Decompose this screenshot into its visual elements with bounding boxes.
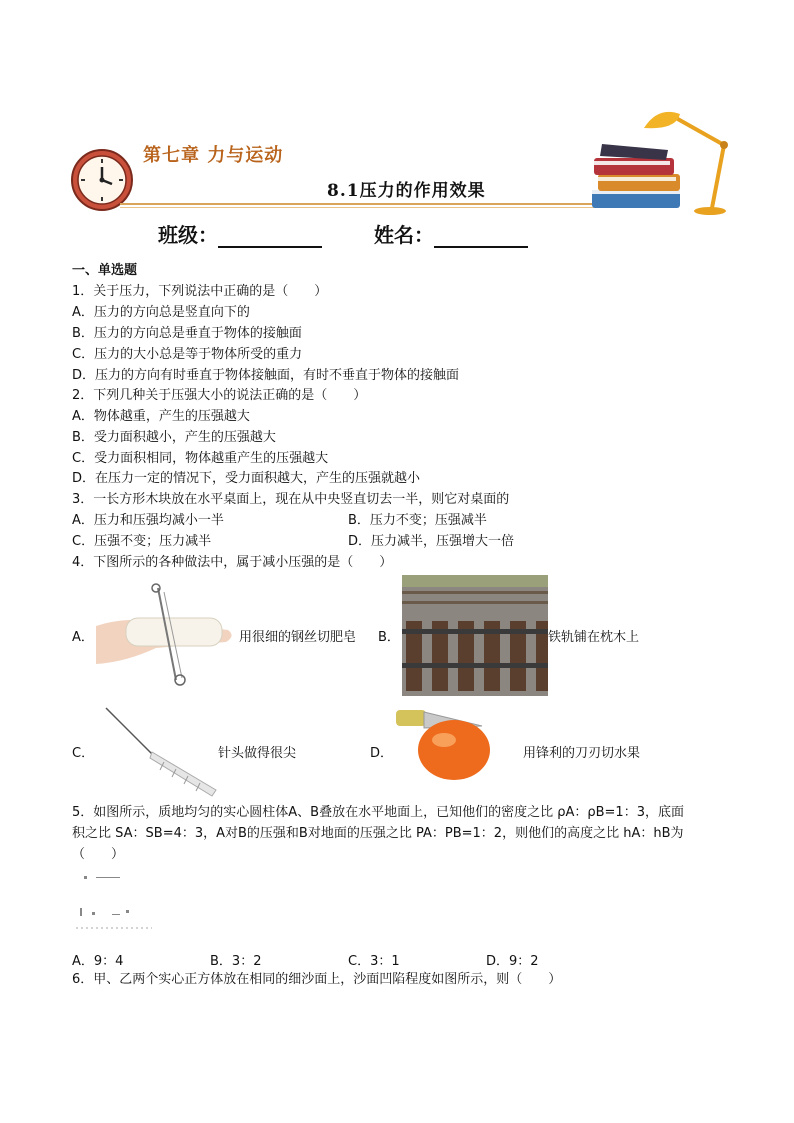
q4-option-d-letter[interactable]: D． (370, 746, 394, 761)
q5-line3: （ ） (72, 847, 125, 862)
needle-image (100, 704, 220, 804)
q6-stem: 6．甲、乙两个实心正方体放在相同的细沙面上，沙面凹陷程度如图所示，则（ ） (72, 972, 562, 987)
q5-option-b[interactable]: B．3：2 (210, 954, 262, 969)
header-rule-thin (120, 207, 600, 208)
q2-option-b[interactable]: B．受力面积越小，产生的压强越大 (72, 430, 276, 445)
q5-line2: 积之比 SA：SB=4：3，A对B的压强和B对地面的压强之比 PA：PB=1：2，则他们的高度之比 hA：hB为 (72, 826, 684, 841)
q1-option-b[interactable]: B．压力的方向总是垂直于物体的接触面 (72, 326, 302, 341)
railway-sleepers-image (402, 575, 548, 696)
q2-option-a[interactable]: A．物体越重，产生的压强越大 (72, 409, 250, 424)
q3-option-d[interactable]: D．压力减半，压强增大一倍 (348, 534, 515, 549)
name-blank[interactable] (434, 226, 528, 248)
q4-option-c-text: 针头做得很尖 (218, 746, 297, 761)
soap-wire-image (96, 582, 238, 688)
q2-option-d[interactable]: D．在压力一定的情况下，受力面积越大，产生的压强就越小 (72, 471, 421, 486)
lesson-title: 8.1压力的作用效果 (327, 181, 486, 201)
name-field[interactable] (374, 219, 528, 248)
q3-option-a[interactable]: A．压力和压强均减小一半 (72, 513, 224, 528)
q1-stem: 1．关于压力，下列说法中正确的是（ ） (72, 284, 328, 299)
class-blank[interactable] (218, 226, 322, 248)
q3-option-b[interactable]: B．压力不变；压强减半 (348, 513, 487, 528)
class-label: 班级： (158, 223, 218, 247)
chapter-title: 第七章 力与运动 (143, 145, 284, 166)
q2-stem: 2．下列几种关于压强大小的说法正确的是（ ） (72, 388, 367, 403)
q1-option-d[interactable]: D．压力的方向有时垂直于物体接触面，有时不垂直于物体的接触面 (72, 368, 460, 383)
q5-options (72, 950, 592, 970)
q3-stem: 3．一长方形木块放在水平桌面上，现在从中央竖直切去一半，则它对桌面的 (72, 492, 510, 507)
books-lamp-illustration (588, 100, 738, 218)
q4-option-a-text: 用很细的钢丝切肥皂 (239, 630, 357, 645)
q1-option-c[interactable]: C．压力的大小总是等于物体所受的重力 (72, 347, 303, 362)
header-rule (120, 203, 600, 205)
q5-option-d[interactable]: D．9：2 (486, 954, 539, 969)
q4-option-c-letter[interactable]: C． (72, 746, 95, 761)
q5-line1: 5．如图所示，质地均匀的实心圆柱体A、B叠放在水平地面上，已知他们的密度之比 ρA：ρB=1：3，底面 (72, 805, 684, 820)
cylinders-figure (76, 870, 156, 936)
section-heading: 一、单选题 (72, 263, 138, 278)
q4-stem: 4．下图所示的各种做法中，属于减小压强的是（ ） (72, 555, 393, 570)
q2-option-c[interactable]: C．受力面积相同，物体越重产生的压强越大 (72, 451, 329, 466)
knife-fruit-image (396, 706, 522, 784)
q1-option-a[interactable]: A．压力的方向总是竖直向下的 (72, 305, 250, 320)
q4-option-b-letter[interactable]: B． (378, 630, 400, 645)
q4-option-d-text: 用锋利的刀刃切水果 (523, 746, 641, 761)
name-label: 姓名： (374, 223, 434, 247)
q4-option-b-text: 铁轨铺在枕木上 (548, 630, 640, 645)
q4-option-a-letter[interactable]: A． (72, 630, 94, 645)
q5-option-a[interactable]: A．9：4 (72, 954, 124, 969)
q5-option-c[interactable]: C．3：1 (348, 954, 400, 969)
q3-option-c[interactable]: C．压强不变；压力减半 (72, 534, 212, 549)
class-field[interactable] (158, 219, 322, 248)
